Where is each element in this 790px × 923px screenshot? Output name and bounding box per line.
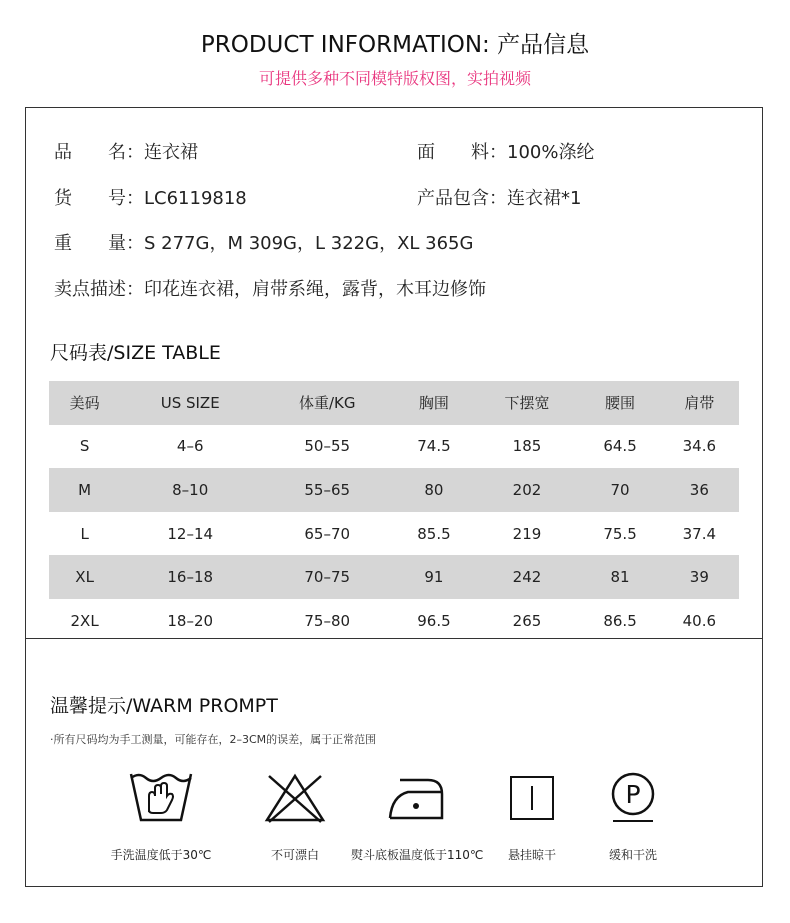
page-subtitle: 可提供多种不同模特版权图，实拍视频	[258, 69, 531, 88]
iron-icon	[384, 772, 448, 824]
hand-wash-icon	[129, 772, 193, 824]
table-cell: 40.6	[682, 611, 717, 630]
table-cell: 36	[689, 480, 709, 499]
header-cell: 美码	[69, 394, 100, 413]
table-cell: 185	[512, 437, 542, 456]
table-row	[49, 599, 739, 643]
item-number-row	[54, 184, 247, 210]
weight-value: S 277G，M 309G，L 322G，XL 365G	[144, 233, 474, 254]
header-cell: 肩带	[684, 394, 715, 413]
includes-row	[417, 184, 581, 210]
table-row	[49, 512, 739, 556]
hang-dry-icon	[500, 772, 564, 824]
header-cell: 体重/KG	[298, 394, 356, 413]
table-cell: 8–10	[172, 480, 209, 499]
table-cell: 2XL	[70, 611, 99, 630]
care-iron-label: 熨斗底板温度低于110℃	[351, 848, 484, 862]
table-cell: 75.5	[603, 524, 637, 543]
table-cell: 37.4	[682, 524, 717, 543]
table-cell: L	[80, 524, 89, 543]
selling-points-label: 卖点描述：	[54, 279, 144, 300]
care-hang-dry-label: 悬挂晾干	[507, 848, 556, 862]
table-cell: M	[78, 480, 92, 499]
care-dry-clean	[568, 772, 698, 863]
size-table-header	[49, 381, 739, 425]
fabric-row	[417, 138, 594, 164]
table-cell: 265	[512, 611, 542, 630]
care-hand-wash-label: 手洗温度低于30℃	[110, 848, 212, 862]
table-cell: 70	[610, 480, 630, 499]
table-cell: 219	[512, 524, 542, 543]
item-number-value: LC6119818	[144, 188, 247, 209]
includes-label: 产品包含：	[417, 188, 507, 209]
table-cell: 80	[424, 480, 444, 499]
header-cell: US SIZE	[160, 393, 220, 412]
table-row	[49, 468, 739, 512]
table-cell: 4–6	[176, 437, 204, 456]
weight-label: 重 量：	[54, 233, 144, 254]
table-cell: 202	[512, 480, 542, 499]
table-cell: 86.5	[603, 611, 637, 630]
size-table	[49, 381, 739, 643]
table-cell: 70–75	[304, 568, 351, 587]
table-cell: 81	[610, 568, 630, 587]
fabric-label: 面 料：	[417, 142, 507, 163]
table-cell: 85.5	[417, 524, 451, 543]
size-table-title: 尺码表/SIZE TABLE	[50, 342, 221, 364]
fabric-value: 100%涤纶	[507, 142, 595, 163]
selling-points-value: 印花连衣裙，肩带系绳，露背，木耳边修饰	[144, 279, 486, 300]
table-row	[49, 425, 739, 469]
includes-value: 连衣裙*1	[507, 188, 582, 209]
product-name-label: 品 名：	[54, 142, 144, 163]
table-cell: 34.6	[682, 437, 717, 456]
table-cell: XL	[75, 568, 94, 587]
product-name-value: 连衣裙	[144, 142, 198, 163]
measurement-note: ·所有尺码均为手工测量，可能存在，2–3CM的误差，属于正常范围	[50, 733, 377, 746]
care-no-bleach-label: 不可漂白	[270, 848, 319, 862]
dry-clean-letter: P	[625, 780, 641, 809]
dry-clean-icon	[601, 772, 665, 824]
table-cell: 12–14	[167, 524, 214, 543]
weight-row	[54, 229, 473, 255]
table-row	[49, 555, 739, 599]
page-title: PRODUCT INFORMATION: 产品信息	[200, 32, 590, 58]
no-bleach-icon	[263, 772, 327, 824]
header-cell: 下摆宽	[504, 394, 550, 413]
header-cell: 腰围	[605, 394, 636, 413]
table-cell: S	[79, 437, 90, 456]
table-cell: 55–65	[304, 480, 351, 499]
table-cell: 242	[512, 568, 542, 587]
header-cell: 胸围	[418, 394, 449, 413]
table-cell: 64.5	[603, 437, 637, 456]
warm-prompt-title: 温馨提示/WARM PROMPT	[50, 695, 278, 717]
care-iron	[351, 772, 484, 863]
table-cell: 18–20	[167, 611, 214, 630]
care-hand-wash	[96, 772, 226, 863]
table-cell: 74.5	[417, 437, 451, 456]
table-cell: 50–55	[304, 437, 351, 456]
care-dry-clean-label: 缓和干洗	[608, 848, 657, 862]
table-cell: 91	[424, 568, 444, 587]
table-cell: 65–70	[304, 524, 351, 543]
item-number-label: 货 号：	[54, 188, 144, 209]
table-cell: 75–80	[304, 611, 351, 630]
care-no-bleach	[230, 772, 360, 863]
product-name-row	[54, 138, 198, 164]
selling-points-row	[54, 275, 486, 301]
table-cell: 16–18	[167, 568, 214, 587]
table-cell: 96.5	[417, 611, 451, 630]
table-cell: 39	[689, 568, 709, 587]
